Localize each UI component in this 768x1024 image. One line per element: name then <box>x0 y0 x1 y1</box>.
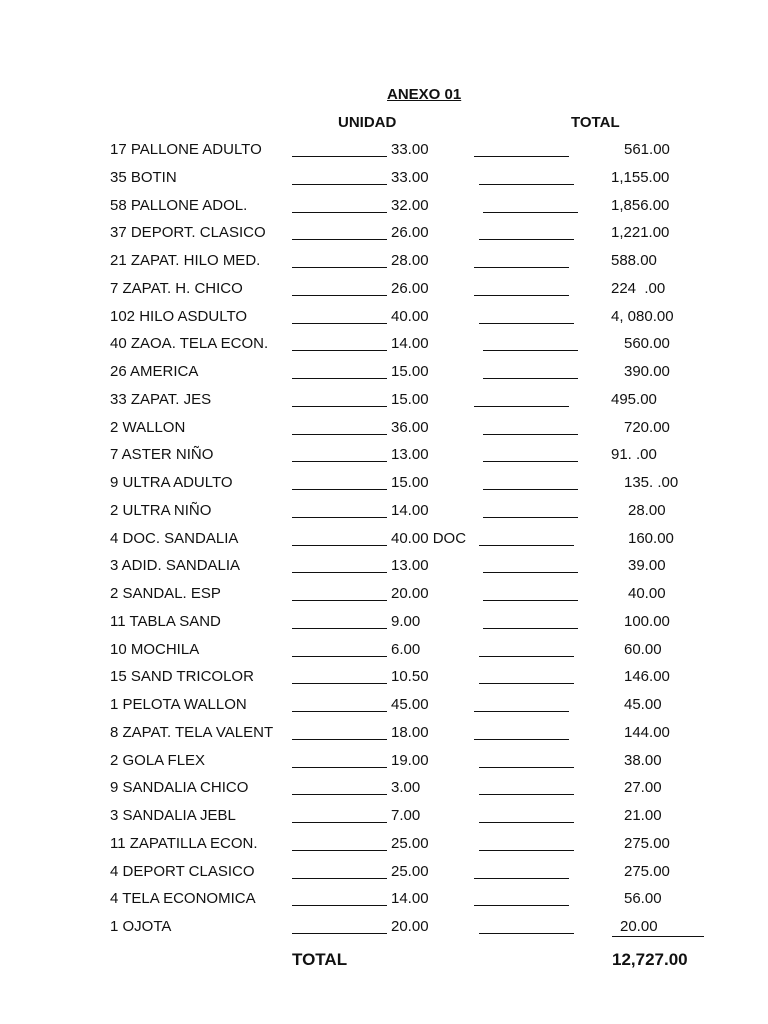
item-description: 3 ADID. SANDALIA <box>110 557 241 575</box>
blank-line <box>292 393 387 407</box>
unit-price: 15.00 <box>391 363 429 380</box>
line-total: 560.00 <box>624 335 670 353</box>
line-total: 275.00 <box>624 862 670 880</box>
table-row <box>0 252 768 280</box>
unit-price: 14.00 <box>391 890 429 908</box>
line-total: 27.00 <box>624 779 662 797</box>
header-total: TOTAL <box>571 114 620 131</box>
item-description: 17 PALLONE ADULTO <box>110 141 262 158</box>
blank-line <box>483 448 578 462</box>
table-row <box>0 474 768 502</box>
item-description: 40 ZAOA. TELA ECON. <box>110 335 269 353</box>
blank-line <box>292 837 387 851</box>
unit-price: 7.00 <box>391 807 421 824</box>
line-total: 1,155.00 <box>611 168 670 186</box>
item-description: 11 ZAPATILLA ECON. <box>110 834 258 852</box>
table-row <box>0 613 768 641</box>
blank-line <box>292 226 387 240</box>
blank-line <box>483 559 578 573</box>
unit-price: 40.00 <box>391 307 429 325</box>
line-total: 100.00 <box>624 612 670 630</box>
item-list <box>0 141 768 946</box>
unit-price: 25.00 <box>391 862 429 880</box>
unit-price: 13.00 <box>391 446 429 464</box>
table-row <box>0 224 768 252</box>
unit-price: 45.00 <box>391 696 429 713</box>
blank-line <box>474 282 569 296</box>
unit-price: 14.00 <box>391 335 429 353</box>
blank-line <box>479 920 574 934</box>
item-description: 8 ZAPAT. TELA VALENT <box>110 723 274 741</box>
blank-line <box>479 643 574 657</box>
blank-line <box>292 726 387 740</box>
unit-price: 32.00 <box>391 196 429 214</box>
grand-total-value: 12,727.00 <box>612 950 688 969</box>
table-row <box>0 918 768 946</box>
blank-line <box>483 476 578 490</box>
blank-line <box>479 310 574 324</box>
unit-price: 20.00 <box>391 585 429 602</box>
item-description: 10 MOCHILA <box>110 640 200 658</box>
item-description: 58 PALLONE ADOL. <box>110 196 248 214</box>
table-row <box>0 807 768 835</box>
table-row <box>0 585 768 613</box>
line-total: 91. .00 <box>611 446 657 464</box>
line-total: 4, 080.00 <box>611 307 674 325</box>
unit-price: 26.00 <box>391 279 429 297</box>
blank-line <box>483 421 578 435</box>
blank-line <box>483 337 578 351</box>
item-description: 4 DEPORT CLASICO <box>110 862 255 880</box>
item-description: 21 ZAPAT. HILO MED. <box>110 252 261 269</box>
blank-line <box>474 865 569 879</box>
blank-line <box>483 365 578 379</box>
line-total: 40.00 <box>628 585 666 602</box>
blank-line <box>292 754 387 768</box>
line-total: 160.00 <box>628 529 674 547</box>
line-total: 224 .00 <box>611 279 666 297</box>
table-row <box>0 641 768 669</box>
item-description: 2 WALLON <box>110 418 186 436</box>
blank-line <box>483 199 578 213</box>
line-total: 39.00 <box>628 557 666 575</box>
item-description: 11 TABLA SAND <box>110 612 221 630</box>
table-row <box>0 696 768 724</box>
item-description: 9 ULTRA ADULTO <box>110 474 233 491</box>
blank-line <box>292 781 387 795</box>
unit-price: 36.00 <box>391 418 429 436</box>
line-total: 20.00 <box>620 918 658 935</box>
line-total: 1,221.00 <box>611 224 670 242</box>
item-description: 1 OJOTA <box>110 918 172 935</box>
blank-line <box>474 892 569 906</box>
blank-line <box>292 643 387 657</box>
unit-price: 28.00 <box>391 252 429 269</box>
unit-price: 33.00 <box>391 168 429 186</box>
line-total: 588.00 <box>611 252 657 269</box>
table-row <box>0 391 768 419</box>
unit-price: 40.00 DOC <box>391 529 467 547</box>
blank-line <box>292 143 387 157</box>
table-row <box>0 197 768 225</box>
blank-line <box>292 421 387 435</box>
line-total: 561.00 <box>624 141 670 158</box>
blank-line <box>292 365 387 379</box>
unit-price: 9.00 <box>391 612 421 630</box>
blank-line <box>292 559 387 573</box>
table-row <box>0 141 768 169</box>
table-row <box>0 557 768 585</box>
item-description: 4 TELA ECONOMICA <box>110 890 256 908</box>
item-description: 3 SANDALIA JEBL <box>110 807 236 824</box>
unit-price: 3.00 <box>391 779 421 797</box>
table-row <box>0 446 768 474</box>
line-total: 275.00 <box>624 834 670 852</box>
item-description: 26 AMERICA <box>110 363 199 380</box>
blank-line <box>474 726 569 740</box>
item-description: 1 PELOTA WALLON <box>110 696 247 713</box>
blank-line <box>292 199 387 213</box>
unit-price: 20.00 <box>391 918 429 935</box>
blank-line <box>483 504 578 518</box>
table-row <box>0 779 768 807</box>
unit-price: 10.50 <box>391 668 429 686</box>
item-description: 9 SANDALIA CHICO <box>110 779 249 797</box>
blank-line <box>292 476 387 490</box>
line-total: 56.00 <box>624 890 662 908</box>
document-title: ANEXO 01 <box>387 86 462 103</box>
header-unidad: UNIDAD <box>338 114 397 131</box>
blank-line <box>292 337 387 351</box>
blank-line <box>474 143 569 157</box>
blank-line <box>292 670 387 684</box>
table-row <box>0 308 768 336</box>
item-description: 7 ZAPAT. H. CHICO <box>110 279 243 297</box>
blank-line <box>479 809 574 823</box>
line-total: 60.00 <box>624 640 662 658</box>
line-total: 390.00 <box>624 363 670 380</box>
blank-line <box>479 781 574 795</box>
blank-line <box>474 254 569 268</box>
grand-total-label: TOTAL <box>292 950 348 969</box>
item-description: 7 ASTER NIÑO <box>110 446 214 464</box>
line-total: 28.00 <box>628 501 666 519</box>
item-description: 2 GOLA FLEX <box>110 751 206 769</box>
blank-line <box>292 809 387 823</box>
blank-line <box>292 282 387 296</box>
item-description: 35 BOTIN <box>110 168 177 186</box>
unit-price: 14.00 <box>391 501 429 519</box>
line-total: 495.00 <box>611 390 657 408</box>
blank-line <box>292 532 387 546</box>
table-row <box>0 724 768 752</box>
blank-line <box>292 615 387 629</box>
blank-line <box>479 226 574 240</box>
table-row <box>0 280 768 308</box>
blank-line <box>292 254 387 268</box>
sum-underline <box>612 936 704 937</box>
line-total: 21.00 <box>624 807 662 824</box>
blank-line <box>474 698 569 712</box>
blank-line <box>479 670 574 684</box>
line-total: 135. .00 <box>624 474 679 491</box>
line-total: 146.00 <box>624 668 670 686</box>
blank-line <box>292 504 387 518</box>
line-total: 45.00 <box>624 696 662 713</box>
item-description: 37 DEPORT. CLASICO <box>110 224 266 242</box>
blank-line <box>479 171 574 185</box>
unit-price: 18.00 <box>391 723 429 741</box>
blank-line <box>474 393 569 407</box>
blank-line <box>292 892 387 906</box>
line-total: 1,856.00 <box>611 196 670 214</box>
blank-line <box>483 615 578 629</box>
blank-line <box>483 587 578 601</box>
table-row <box>0 835 768 863</box>
blank-line <box>292 865 387 879</box>
line-total: 38.00 <box>624 751 662 769</box>
table-row <box>0 502 768 530</box>
unit-price: 25.00 <box>391 834 429 852</box>
table-row <box>0 335 768 363</box>
unit-price: 26.00 <box>391 224 429 242</box>
item-description: 2 ULTRA NIÑO <box>110 501 212 519</box>
table-row <box>0 530 768 558</box>
table-row <box>0 668 768 696</box>
blank-line <box>292 920 387 934</box>
item-description: 4 DOC. SANDALIA <box>110 529 239 547</box>
unit-price: 15.00 <box>391 390 429 408</box>
item-description: 33 ZAPAT. JES <box>110 390 212 408</box>
blank-line <box>292 698 387 712</box>
item-description: 102 HILO ASDULTO <box>110 307 248 325</box>
table-row <box>0 419 768 447</box>
table-row <box>0 890 768 918</box>
item-description: 15 SAND TRICOLOR <box>110 668 254 686</box>
unit-price: 6.00 <box>391 640 421 658</box>
item-description: 2 SANDAL. ESP <box>110 585 221 602</box>
table-row <box>0 169 768 197</box>
blank-line <box>292 587 387 601</box>
unit-price: 13.00 <box>391 557 429 575</box>
table-row <box>0 752 768 780</box>
blank-line <box>292 310 387 324</box>
line-total: 144.00 <box>624 723 670 741</box>
table-row <box>0 363 768 391</box>
blank-line <box>479 532 574 546</box>
unit-price: 15.00 <box>391 474 429 491</box>
blank-line <box>479 837 574 851</box>
table-row <box>0 863 768 891</box>
line-total: 720.00 <box>624 418 670 436</box>
blank-line <box>292 448 387 462</box>
unit-price: 33.00 <box>391 141 429 158</box>
blank-line <box>292 171 387 185</box>
blank-line <box>479 754 574 768</box>
unit-price: 19.00 <box>391 751 429 769</box>
